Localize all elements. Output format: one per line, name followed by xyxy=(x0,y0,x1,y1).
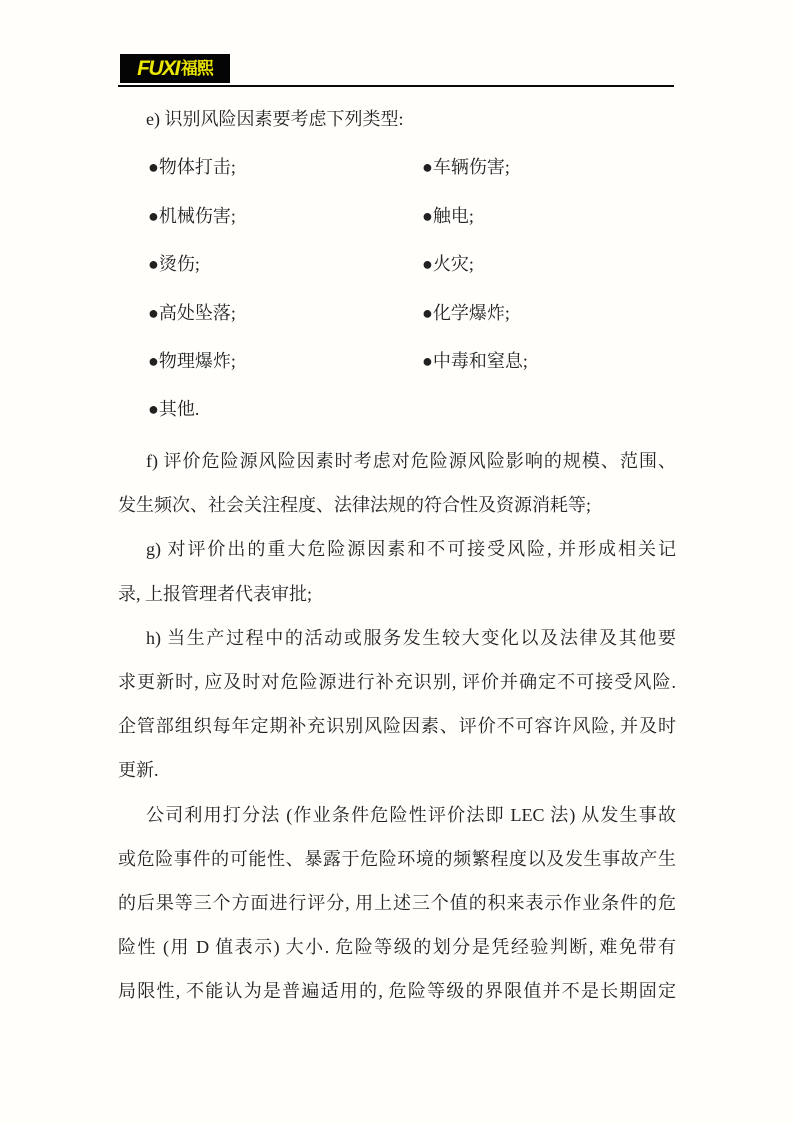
paragraph-line: g) 对评价出的重大危险源因素和不可接受风险, 并形成相关记 xyxy=(146,539,676,560)
paragraph-line: 的后果等三个方面进行评分, 用上述三个值的积来表示作业条件的危 xyxy=(118,892,676,913)
paragraph-line: 求更新时, 应及时对危险源进行补充识别, 评价并确定不可接受风险. xyxy=(118,671,676,692)
paragraph-line: h) 当生产过程中的活动或服务发生较大变化以及法律及其他要 xyxy=(146,627,676,648)
hazard-bullet-row xyxy=(118,192,676,240)
hazard-bullet-row xyxy=(118,289,676,337)
paragraph-line: 企管部组织每年定期补充识别风险因素、评价不可容许风险, 并及时 xyxy=(118,716,676,737)
paragraph-line: 录, 上报管理者代表审批; xyxy=(118,583,312,604)
hazard-bullet-row xyxy=(118,240,676,288)
logo-text-latin: FUXI xyxy=(137,57,179,80)
hazard-item-right: ●化学爆炸; xyxy=(422,302,510,323)
hazard-item-left: ●机械伤害; xyxy=(148,205,236,226)
company-logo xyxy=(120,54,230,83)
hazard-item-right: ●中毒和窒息; xyxy=(422,350,528,371)
hazard-bullet-row xyxy=(118,337,676,385)
paragraph-line: f) 评价危险源风险因素时考虑对危险源风险影响的规模、范围、 xyxy=(146,451,676,471)
logo-text-cjk: 福熙 xyxy=(180,59,213,78)
hazard-item-right: ●车辆伤害; xyxy=(422,157,510,178)
paragraph-line: 公司利用打分法 (作业条件危险性评价法即 LEC 法) 从发生事故 xyxy=(146,804,676,825)
hazard-bullet-row xyxy=(118,143,676,191)
hazard-item-left: ●物理爆炸; xyxy=(148,350,236,371)
paragraph-line: 更新. xyxy=(118,760,159,781)
clause-e-heading: e) 识别风险因素要考虑下列类型: xyxy=(146,109,404,129)
header-divider xyxy=(118,85,674,87)
paragraph-line: 发生频次、社会关注程度、法律法规的符合性及资源消耗等; xyxy=(118,495,591,516)
paragraph-line: 险性 (用 D 值表示) 大小. 危险等级的划分是凭经验判断, 难免带有 xyxy=(118,937,676,958)
hazard-item-left: ●高处坠落; xyxy=(148,302,236,323)
clauses-paragraphs-section xyxy=(118,439,676,1013)
hazard-item-right: ●触电; xyxy=(422,205,474,226)
hazard-item-left: ●其他. xyxy=(148,399,200,420)
hazard-item-right xyxy=(422,385,676,433)
paragraph-line: 局限性, 不能认为是普遍适用的, 危险等级的界限值并不是长期固定 xyxy=(118,981,676,1002)
paragraph-line: 或危险事件的可能性、暴露于危险环境的频繁程度以及发生事故产生 xyxy=(118,848,676,869)
hazard-types-section xyxy=(118,95,676,434)
hazard-item-right: ●火灾; xyxy=(422,254,474,275)
hazard-item-left: ●物体打击; xyxy=(148,157,236,178)
hazard-item-left: ●烫伤; xyxy=(148,254,200,275)
hazard-bullet-row xyxy=(118,385,676,433)
